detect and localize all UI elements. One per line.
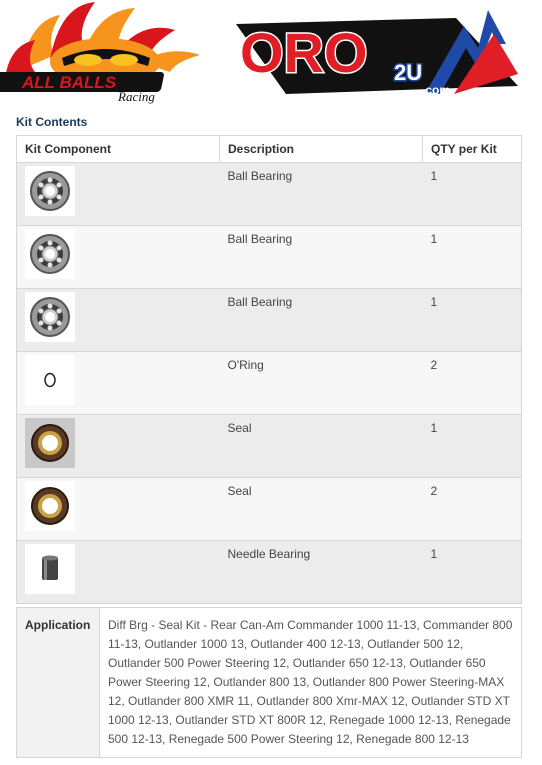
description-cell: Ball Bearing — [220, 163, 423, 226]
col-kit-component: Kit Component — [17, 136, 220, 163]
seal-icon[interactable] — [25, 418, 75, 468]
oro-brand-text: ORO — [240, 21, 368, 84]
application-label: Application — [17, 608, 100, 758]
qty-cell: 1 — [423, 415, 522, 478]
table-row — [17, 289, 522, 352]
kit-component-cell — [17, 352, 220, 415]
kit-component-cell — [17, 226, 220, 289]
table-header-row — [17, 136, 522, 163]
description-cell: Needle Bearing — [220, 541, 423, 604]
oro2u-logo — [226, 4, 526, 100]
needle-bearing-icon[interactable] — [25, 544, 75, 594]
table-row — [17, 163, 522, 226]
kit-component-cell — [17, 541, 220, 604]
col-qty: QTY per Kit — [423, 136, 522, 163]
table-row — [17, 352, 522, 415]
description-cell: Seal — [220, 415, 423, 478]
table-row — [17, 541, 522, 604]
kit-component-cell — [17, 478, 220, 541]
qty-cell: 1 — [423, 289, 522, 352]
qty-cell: 2 — [423, 352, 522, 415]
oro-domain-text: .com — [422, 83, 451, 97]
description-cell: Ball Bearing — [220, 226, 423, 289]
qty-cell: 1 — [423, 541, 522, 604]
qty-cell: 2 — [423, 478, 522, 541]
kit-contents-table — [16, 135, 522, 604]
description-cell: O'Ring — [220, 352, 423, 415]
ball-bearing-icon[interactable] — [25, 229, 75, 279]
seal-icon[interactable] — [25, 481, 75, 531]
kit-component-cell — [17, 163, 220, 226]
allballs-brand-text: ALL BALLS — [22, 73, 117, 92]
table-row — [17, 226, 522, 289]
application-table — [16, 607, 522, 758]
qty-cell: 1 — [423, 226, 522, 289]
kit-contents-title: Kit Contents — [16, 115, 88, 129]
application-text: Diff Brg - Seal Kit - Rear Can-Am Commander 1000 11-13, Commander 800 11-13, Outlander 1000 13, Outlander 400 12-13, Outlander 500 12, Outlander 500 Power Steering 12, Outlander 650 12-13, Outlander 650 Power Steering 12, Outlander 800 13, Outlander 800 Power Steering-MAX 12, Outlander 800 XMR 11, Outlander 800 Xmr-MAX 12, Outlander STD XT 1000 12-13, Outlander STD XT 800R 12, Renegade 1000 12-13, Renegade 500 12-13, Renegade 500 Power Steering 12, Renegade 800 12-13 — [100, 608, 522, 758]
description-cell: Ball Bearing — [220, 289, 423, 352]
oring-icon[interactable] — [25, 355, 75, 405]
table-row — [17, 415, 522, 478]
header — [0, 0, 542, 108]
ball-bearing-icon[interactable] — [25, 292, 75, 342]
description-cell: Seal — [220, 478, 423, 541]
table-row — [17, 478, 522, 541]
ball-bearing-icon[interactable] — [25, 166, 75, 216]
col-description: Description — [220, 136, 423, 163]
allballs-sub-text: Racing — [118, 89, 155, 104]
oro-sub-text: 2U — [394, 60, 423, 85]
all-balls-racing-logo — [0, 0, 210, 105]
kit-component-cell — [17, 415, 220, 478]
qty-cell: 1 — [423, 163, 522, 226]
kit-component-cell — [17, 289, 220, 352]
